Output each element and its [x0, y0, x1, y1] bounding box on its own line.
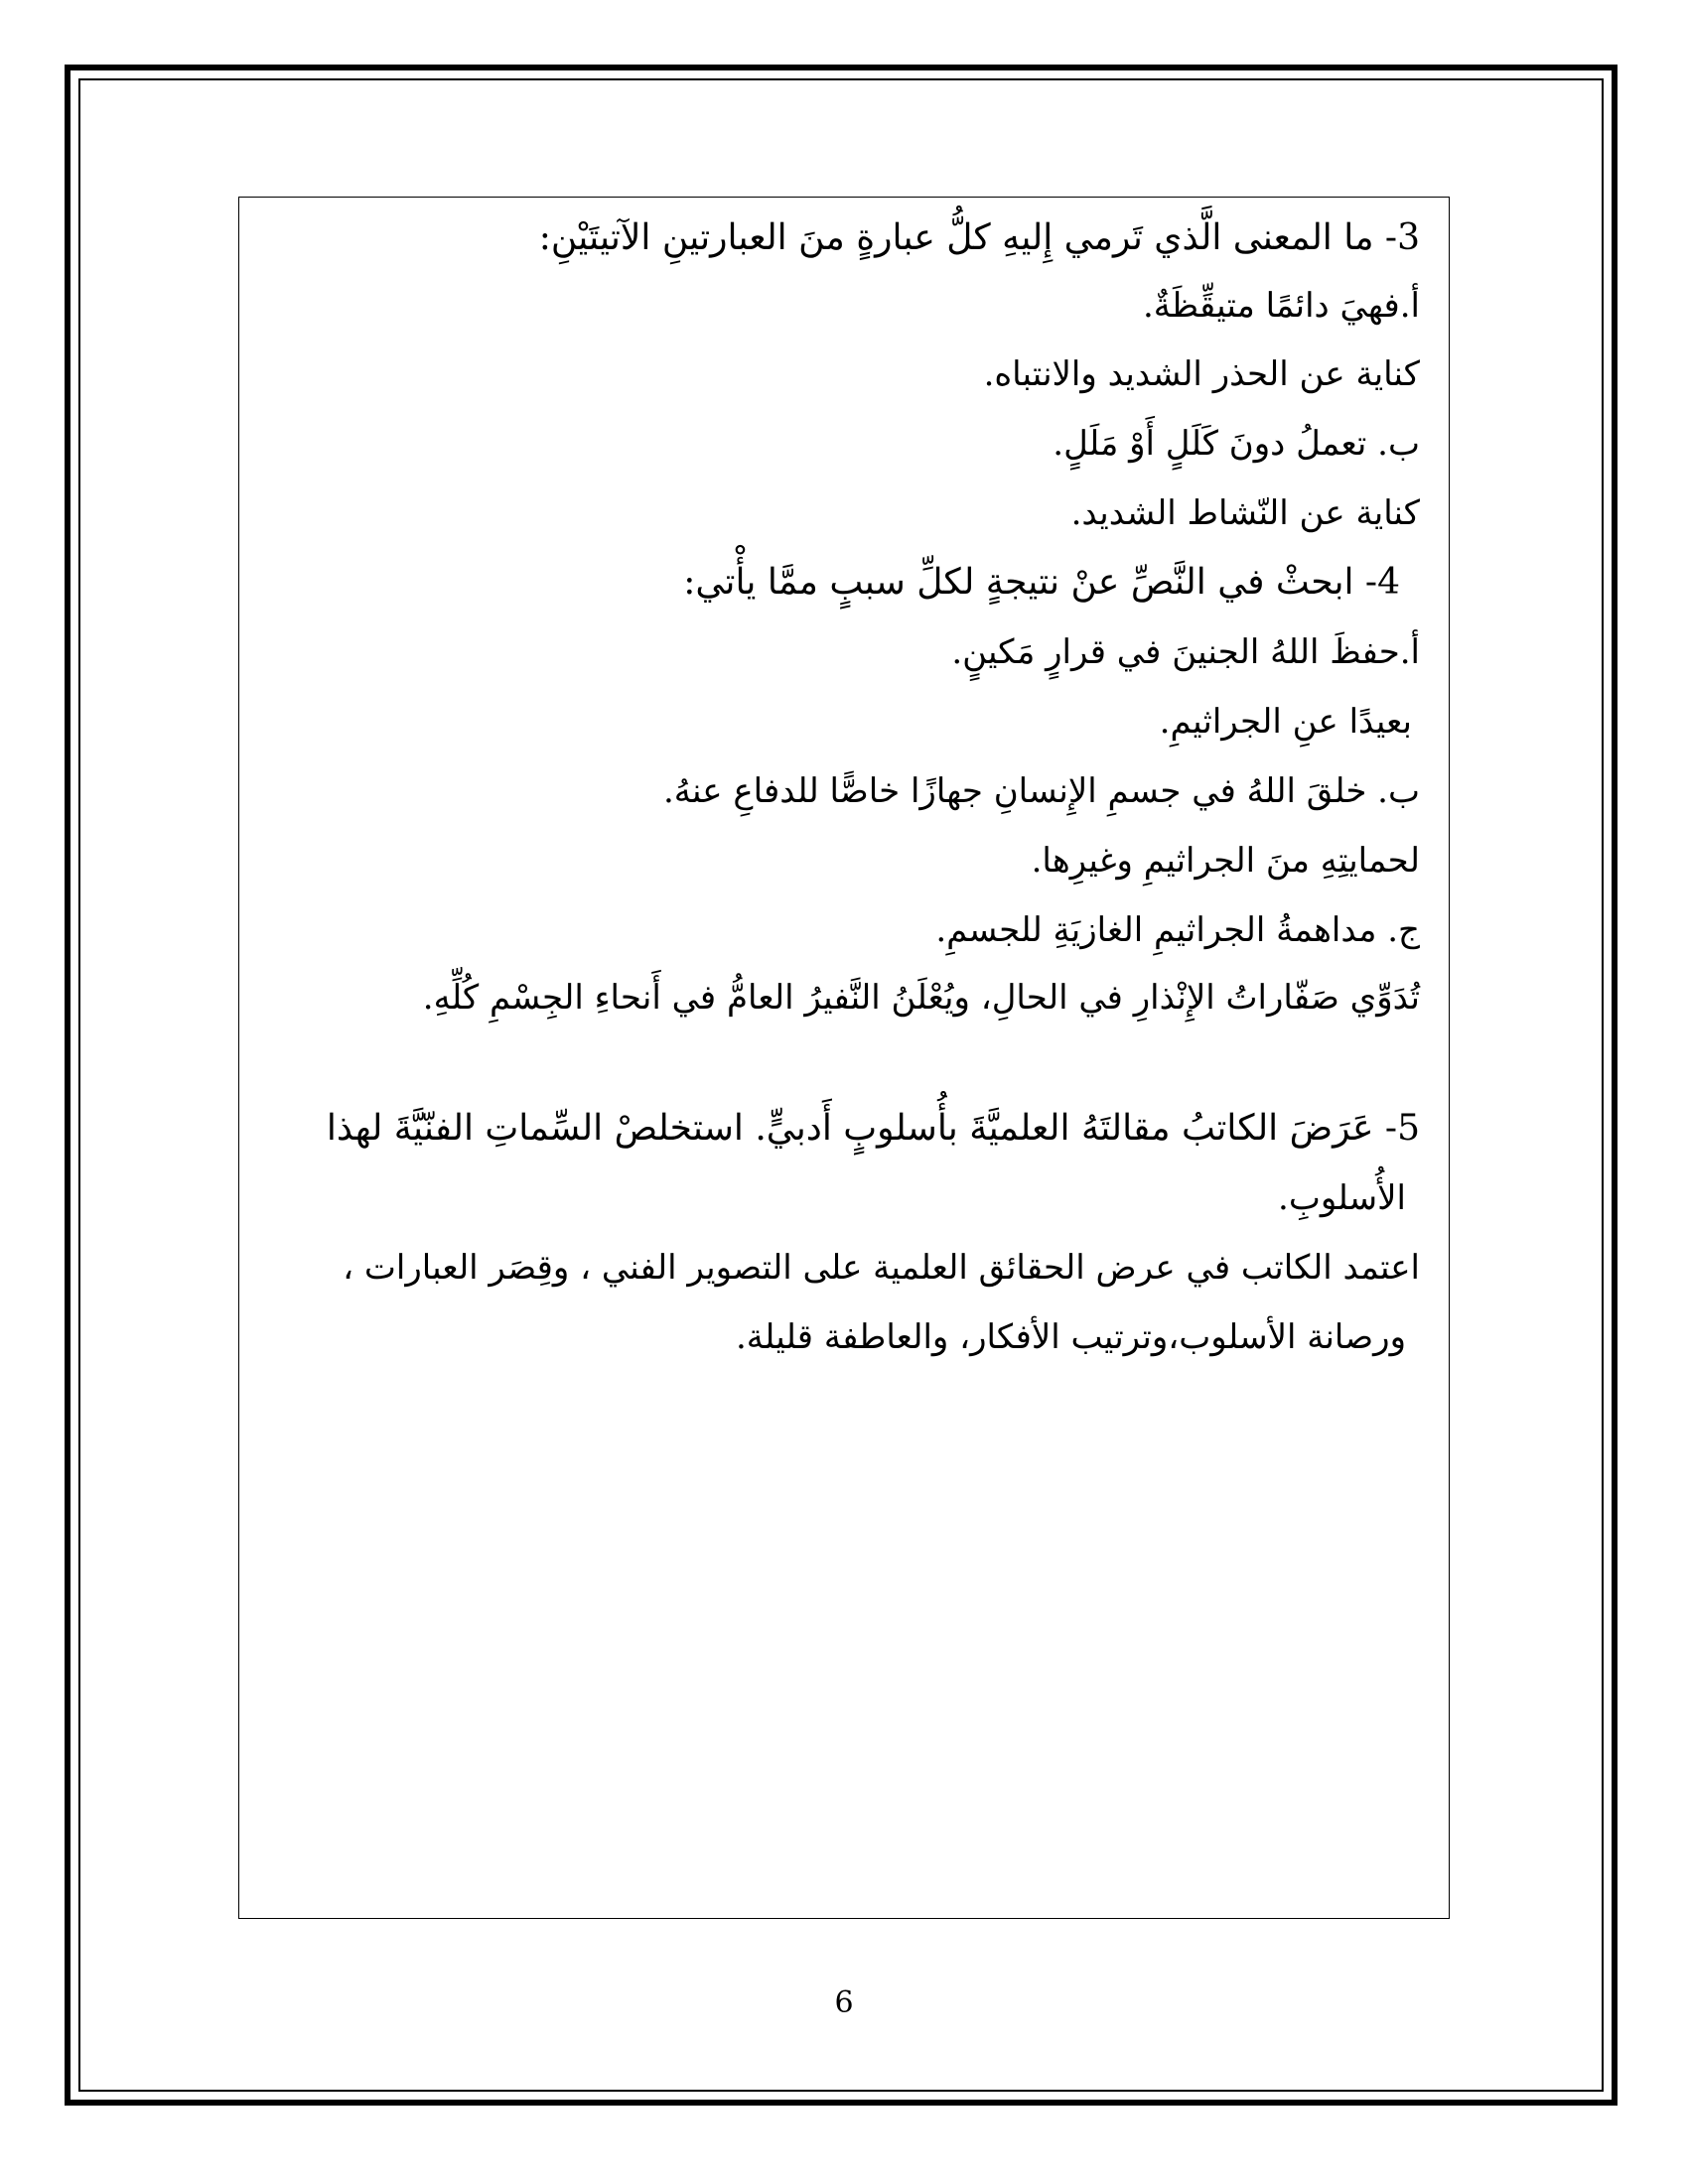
question-4-item-b: ب. خلقَ اللهُ في جسمِ الإِنسانِ جهازًا خاصًّا للدفاعِ عنهُ.	[663, 771, 1420, 811]
question-3-answer-b: كناية عن النّشاط الشديد.	[1070, 493, 1420, 533]
question-5-answer-line-1: اعتمد الكاتب في عرض الحقائق العلمية على التصوير الفني ، وقِصَر العبارات ،	[343, 1248, 1420, 1288]
question-4-item-a: أ.حفظَ اللهُ الجنينَ في قرارٍ مَكينٍ.	[951, 632, 1420, 672]
question-4-item-c: ج. مداهمةُ الجراثيمِ الغازيَةِ للجسمِ.	[935, 910, 1420, 950]
question-5-prompt-line-1: 5- عَرَضَ الكاتبُ مقالتَهُ العلميَّةَ بأُسلوبٍ أَدبيٍّ. استخلصْ السِّماتِ الفنّيَّةَ لهذا	[326, 1108, 1420, 1149]
question-3-answer-a: كناية عن الحذر الشديد والانتباه.	[983, 354, 1420, 394]
question-5-answer-line-2: ورصانة الأسلوب،وترتيب الأفكار، والعاطفة قليلة.	[735, 1317, 1406, 1357]
question-4-answer-b: لحمايتِهِ منَ الجراثيمِ وغيرِها.	[1031, 841, 1420, 881]
question-3-item-a: أ.فهيَ دائمًا متيقِّظَةٌ.	[1142, 286, 1420, 326]
page-number: 6	[834, 1985, 854, 2020]
question-4-answer-a: بعيدًا عنِ الجراثيمِ.	[1159, 702, 1412, 742]
question-3-prompt: 3- ما المعنى الَّذي تَرمي إِليهِ كلُّ عبارةٍ منَ العبارتينِ الآتيتَيْنِ:	[538, 217, 1420, 258]
question-5-prompt-line-2: الأُسلوبِ.	[1278, 1178, 1406, 1218]
question-3-item-b: ب. تعملُ دونَ كَلَلٍ أَوْ مَلَلٍ.	[1053, 424, 1420, 464]
question-4-answer-c: تُدَوِّي صَفّاراتُ الإِنْذارِ في الحالِ، ويُعْلَنُ النَّفيرُ العامُّ في أَنحاءِ الجِسْمِ كُلِّهِ.	[422, 978, 1420, 1018]
question-4-prompt: 4- ابحثْ في النَّصِّ عنْ نتيجةٍ لكلِّ سببٍ ممَّا يأْتي:	[683, 562, 1400, 603]
